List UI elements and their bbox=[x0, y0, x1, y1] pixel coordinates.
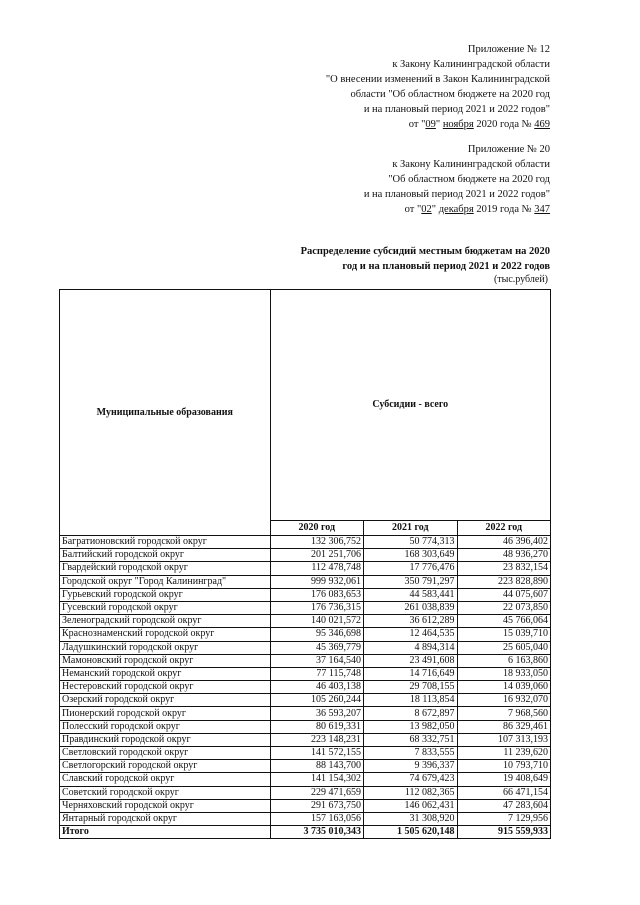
table-row bbox=[60, 641, 551, 654]
appendix-12-law-title-3: и на плановый период 2021 и 2022 годов" bbox=[363, 104, 550, 115]
municipality-name: Светловский городской округ bbox=[60, 747, 271, 760]
appendix-12-date bbox=[326, 117, 550, 132]
subsidy-value-2021: 350 791,297 bbox=[364, 575, 457, 588]
subsidies-table bbox=[59, 289, 551, 839]
municipality-name: Черняховский городской округ bbox=[60, 799, 271, 812]
subsidy-value-2022: 86 329,461 bbox=[457, 720, 551, 733]
subsidy-value-2020: 176 736,315 bbox=[270, 601, 363, 614]
subsidy-value-2020: 37 164,540 bbox=[270, 654, 363, 667]
law-number: 347 bbox=[534, 204, 550, 215]
municipality-name: Нестеровский городской округ bbox=[60, 681, 271, 694]
appendix-20-label: Приложение № 20 bbox=[467, 144, 550, 155]
appendix-20-law-title-2: и на плановый период 2021 и 2022 годов" bbox=[363, 189, 550, 200]
date-sep: " bbox=[435, 119, 443, 130]
total-value: 1 505 620,148 bbox=[364, 826, 457, 839]
table-row bbox=[60, 773, 551, 786]
subsidy-value-2020: 105 260,244 bbox=[270, 694, 363, 707]
table-row bbox=[60, 694, 551, 707]
table-body bbox=[60, 536, 551, 839]
subsidy-value-2021: 18 113,854 bbox=[364, 694, 457, 707]
subsidy-value-2021: 4 894,314 bbox=[364, 641, 457, 654]
subsidy-value-2020: 77 115,748 bbox=[270, 667, 363, 680]
table-row bbox=[60, 536, 551, 549]
subsidy-value-2021: 29 708,155 bbox=[364, 681, 457, 694]
subsidy-value-2020: 112 478,748 bbox=[270, 562, 363, 575]
header-year-2022: 2022 год bbox=[457, 521, 551, 536]
municipality-name: Неманский городской округ bbox=[60, 667, 271, 680]
table-row bbox=[60, 707, 551, 720]
date-day: 09 bbox=[425, 119, 436, 130]
subsidy-value-2021: 74 679,423 bbox=[364, 773, 457, 786]
municipality-name: Полесский городской округ bbox=[60, 720, 271, 733]
table-row bbox=[60, 562, 551, 575]
subsidy-value-2020: 201 251,706 bbox=[270, 549, 363, 562]
subsidy-value-2022: 10 793,710 bbox=[457, 760, 551, 773]
subsidy-value-2022: 19 408,649 bbox=[457, 773, 551, 786]
subsidy-value-2022: 15 039,710 bbox=[457, 628, 551, 641]
subsidy-value-2021: 9 396,337 bbox=[364, 760, 457, 773]
appendix-12-law-title-1: "О внесении изменений в Закон Калининградской bbox=[325, 74, 550, 85]
appendix-20-header bbox=[364, 142, 550, 217]
municipality-name: Гурьевский городской округ bbox=[60, 588, 271, 601]
subsidy-value-2021: 68 332,751 bbox=[364, 733, 457, 746]
appendix-20-date bbox=[364, 202, 550, 217]
subsidy-value-2020: 141 154,302 bbox=[270, 773, 363, 786]
subsidy-value-2022: 107 313,193 bbox=[457, 733, 551, 746]
subsidy-value-2020: 140 021,572 bbox=[270, 615, 363, 628]
appendix-12-header bbox=[326, 42, 550, 132]
subsidy-value-2020: 141 572,155 bbox=[270, 747, 363, 760]
subsidy-value-2021: 8 672,897 bbox=[364, 707, 457, 720]
subsidy-value-2021: 14 716,649 bbox=[364, 667, 457, 680]
subsidy-value-2022: 223 828,890 bbox=[457, 575, 551, 588]
table-row bbox=[60, 654, 551, 667]
municipality-name: Ладушкинский городской округ bbox=[60, 641, 271, 654]
table-row bbox=[60, 601, 551, 614]
table-row bbox=[60, 628, 551, 641]
date-prefix: от " bbox=[404, 204, 422, 215]
total-label: Итого bbox=[60, 826, 271, 839]
subsidy-value-2020: 291 673,750 bbox=[270, 799, 363, 812]
document-title bbox=[250, 244, 550, 274]
appendix-20-law-title-1: "Об областном бюджете на 2020 год bbox=[388, 174, 550, 185]
document-title-line-2: год и на плановый период 2021 и 2022 годов bbox=[342, 261, 550, 272]
table-row bbox=[60, 733, 551, 746]
table-row bbox=[60, 747, 551, 760]
municipality-name: Советский городской округ bbox=[60, 786, 271, 799]
municipality-name: Мамоновский городской округ bbox=[60, 654, 271, 667]
table-row bbox=[60, 575, 551, 588]
subsidy-value-2022: 46 396,402 bbox=[457, 536, 551, 549]
subsidy-value-2022: 7 968,560 bbox=[457, 707, 551, 720]
municipality-name: Озерский городской округ bbox=[60, 694, 271, 707]
date-month: ноября bbox=[442, 119, 474, 130]
table-row bbox=[60, 588, 551, 601]
municipality-name: Балтийский городской округ bbox=[60, 549, 271, 562]
municipality-name: Светлогорский городской округ bbox=[60, 760, 271, 773]
subsidy-value-2021: 44 583,441 bbox=[364, 588, 457, 601]
table-row bbox=[60, 549, 551, 562]
subsidy-value-2021: 23 491,608 bbox=[364, 654, 457, 667]
subsidy-value-2022: 66 471,154 bbox=[457, 786, 551, 799]
subsidy-value-2020: 88 143,700 bbox=[270, 760, 363, 773]
subsidy-value-2021: 146 062,431 bbox=[364, 799, 457, 812]
date-year: 2019 года № bbox=[473, 204, 535, 215]
subsidy-value-2020: 176 083,653 bbox=[270, 588, 363, 601]
subsidy-value-2020: 223 148,231 bbox=[270, 733, 363, 746]
subsidy-value-2022: 7 129,956 bbox=[457, 812, 551, 825]
units-label: (тыс.рублей) bbox=[493, 274, 548, 285]
subsidy-value-2021: 36 612,289 bbox=[364, 615, 457, 628]
subsidy-value-2021: 13 982,050 bbox=[364, 720, 457, 733]
header-year-2020: 2020 год bbox=[270, 521, 363, 536]
subsidy-value-2022: 23 832,154 bbox=[457, 562, 551, 575]
date-year: 2020 года № bbox=[473, 119, 535, 130]
header-year-2021: 2021 год bbox=[364, 521, 457, 536]
subsidy-value-2022: 18 933,050 bbox=[457, 667, 551, 680]
appendix-20-law-ref: к Закону Калининградской области bbox=[392, 159, 550, 170]
document-title-line-1: Распределение субсидий местным бюджетам на 2020 bbox=[300, 246, 550, 257]
table-row bbox=[60, 720, 551, 733]
municipality-name: Городской округ "Город Калининград" bbox=[60, 575, 271, 588]
header-subsidies-total: Субсидии - всего bbox=[270, 290, 550, 521]
subsidy-value-2022: 45 766,064 bbox=[457, 615, 551, 628]
subsidy-value-2021: 261 038,839 bbox=[364, 601, 457, 614]
subsidy-value-2021: 168 303,649 bbox=[364, 549, 457, 562]
subsidy-value-2022: 47 283,604 bbox=[457, 799, 551, 812]
municipality-name: Янтарный городской округ bbox=[60, 812, 271, 825]
date-month: декабря bbox=[438, 204, 474, 215]
total-row bbox=[60, 826, 551, 839]
subsidy-value-2020: 132 306,752 bbox=[270, 536, 363, 549]
subsidy-value-2022: 6 163,860 bbox=[457, 654, 551, 667]
municipality-name: Правдинский городской округ bbox=[60, 733, 271, 746]
municipality-name: Гвардейский городской округ bbox=[60, 562, 271, 575]
subsidy-value-2020: 229 471,659 bbox=[270, 786, 363, 799]
subsidy-value-2022: 14 039,060 bbox=[457, 681, 551, 694]
table-row bbox=[60, 667, 551, 680]
subsidy-value-2020: 95 346,698 bbox=[270, 628, 363, 641]
subsidy-value-2022: 22 073,850 bbox=[457, 601, 551, 614]
subsidy-value-2021: 50 774,313 bbox=[364, 536, 457, 549]
subsidy-value-2022: 48 936,270 bbox=[457, 549, 551, 562]
date-sep: " bbox=[431, 204, 439, 215]
municipality-name: Пионерский городской округ bbox=[60, 707, 271, 720]
subsidy-value-2022: 44 075,607 bbox=[457, 588, 551, 601]
municipality-name: Багратионовский городской округ bbox=[60, 536, 271, 549]
table-row bbox=[60, 760, 551, 773]
subsidy-value-2020: 80 619,331 bbox=[270, 720, 363, 733]
subsidy-value-2021: 17 776,476 bbox=[364, 562, 457, 575]
table-row bbox=[60, 681, 551, 694]
appendix-12-law-title-2: области "Об областном бюджете на 2020 год bbox=[350, 89, 550, 100]
subsidy-value-2020: 157 163,056 bbox=[270, 812, 363, 825]
subsidy-value-2020: 36 593,207 bbox=[270, 707, 363, 720]
subsidy-value-2022: 11 239,620 bbox=[457, 747, 551, 760]
municipality-name: Краснознаменский городской округ bbox=[60, 628, 271, 641]
subsidy-value-2021: 112 082,365 bbox=[364, 786, 457, 799]
appendix-12-law-ref: к Закону Калининградской области bbox=[392, 59, 550, 70]
subsidy-value-2021: 12 464,535 bbox=[364, 628, 457, 641]
table-row bbox=[60, 615, 551, 628]
subsidy-value-2022: 16 932,070 bbox=[457, 694, 551, 707]
total-value: 3 735 010,343 bbox=[270, 826, 363, 839]
date-prefix: от " bbox=[408, 119, 426, 130]
subsidy-value-2022: 25 605,040 bbox=[457, 641, 551, 654]
table-row bbox=[60, 812, 551, 825]
subsidy-value-2021: 31 308,920 bbox=[364, 812, 457, 825]
date-day: 02 bbox=[421, 204, 432, 215]
appendix-12-label: Приложение № 12 bbox=[467, 44, 550, 55]
municipality-name: Зеленоградский городской округ bbox=[60, 615, 271, 628]
table-row bbox=[60, 786, 551, 799]
municipality-name: Гусевский городской округ bbox=[60, 601, 271, 614]
total-value: 915 559,933 bbox=[457, 826, 551, 839]
subsidy-value-2020: 999 932,061 bbox=[270, 575, 363, 588]
header-municipality: Муниципальные образования bbox=[60, 290, 271, 536]
subsidy-value-2020: 46 403,138 bbox=[270, 681, 363, 694]
law-number: 469 bbox=[534, 119, 550, 130]
table-row bbox=[60, 799, 551, 812]
municipality-name: Славский городской округ bbox=[60, 773, 271, 786]
subsidy-value-2020: 45 369,779 bbox=[270, 641, 363, 654]
subsidy-value-2021: 7 833,555 bbox=[364, 747, 457, 760]
